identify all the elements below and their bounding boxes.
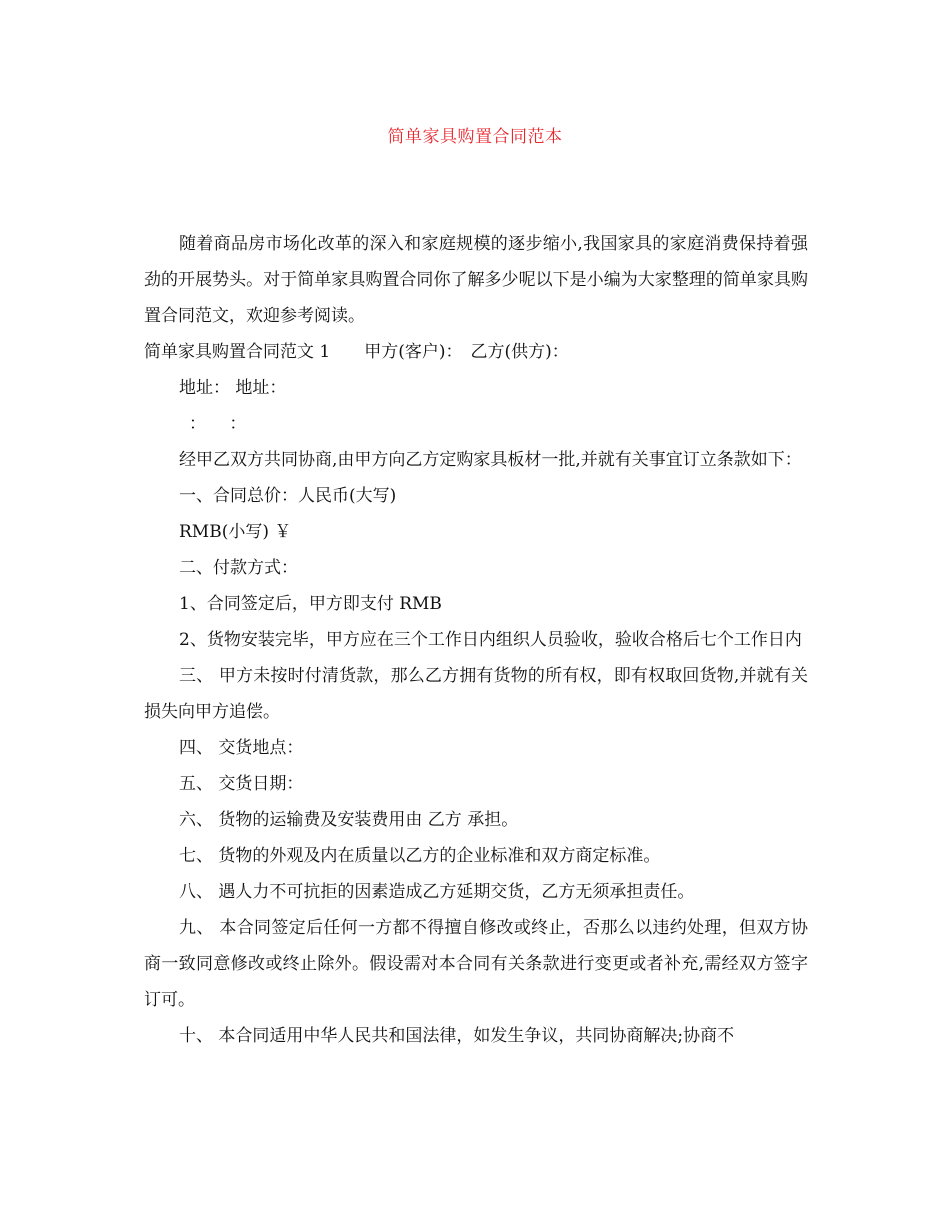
clause-2: 二、付款方式： [179, 558, 298, 578]
party-b-label: 乙方(供方)： [470, 342, 569, 362]
address-line: 地址： 地址： [179, 378, 287, 398]
party-a-label: 甲方(客户)： [364, 342, 463, 362]
colon-line: ： ： [189, 414, 247, 434]
clause-2-item-2: 2、货物安装完毕，甲方应在三个工作日内组织人员验收，验收合格后七个工作日内 [179, 630, 802, 650]
document-body [144, 190, 808, 1054]
clause-6: 六、 货物的运输费及安装费用由 乙方 承担。 [179, 810, 519, 830]
sample-heading: 简单家具购置合同范文 1 [144, 342, 331, 362]
preamble-paragraph: 经甲乙双方共同协商,由甲方向乙方定购家具板材一批,并就有关事宜订立条款如下： [179, 450, 802, 470]
blank-line [144, 190, 808, 226]
clause-2-item-1: 1、合同签定后，甲方即支付 RMB [179, 594, 442, 614]
document-title: 简单家具购置合同范本 [387, 127, 563, 147]
clause-3: 三、 甲方未按时付清货款，那么乙方拥有货物的所有权，即有权取回货物,并就有关损失向甲方追偿。 [144, 666, 808, 722]
clause-9: 九、 本合同签定后任何一方都不得擅自修改或终止，否那么以违约处理，但双方协商一致同意修改或终止除外。假设需对本合同有关条款进行变更或者补充,需经双方签字订可。 [144, 918, 808, 1010]
clause-4: 四、 交货地点： [179, 738, 304, 758]
sample-heading-line [144, 334, 808, 370]
clause-8: 八、 遇人力不可抗拒的因素造成乙方延期交货，乙方无须承担责任。 [179, 882, 695, 902]
clause-5: 五、 交货日期： [179, 774, 304, 794]
clause-1: 一、合同总价：人民币(大写) [179, 486, 397, 506]
clause-rmb: RMB(小写) ￥ [179, 522, 292, 542]
clause-7: 七、 货物的外观及内在质量以乙方的企业标准和双方商定标准。 [179, 846, 661, 866]
intro-paragraph: 随着商品房市场化改革的深入和家庭规模的逐步缩小,我国家具的家庭消费保持着强劲的开展势头。对于简单家具购置合同你了解多少呢以下是小编为大家整理的简单家具购置合同范文，欢迎参考阅读。 [144, 234, 808, 326]
clause-10: 十、 本合同适用中华人民共和国法律，如发生争议，共同协商解决;协商不 [179, 1026, 735, 1046]
